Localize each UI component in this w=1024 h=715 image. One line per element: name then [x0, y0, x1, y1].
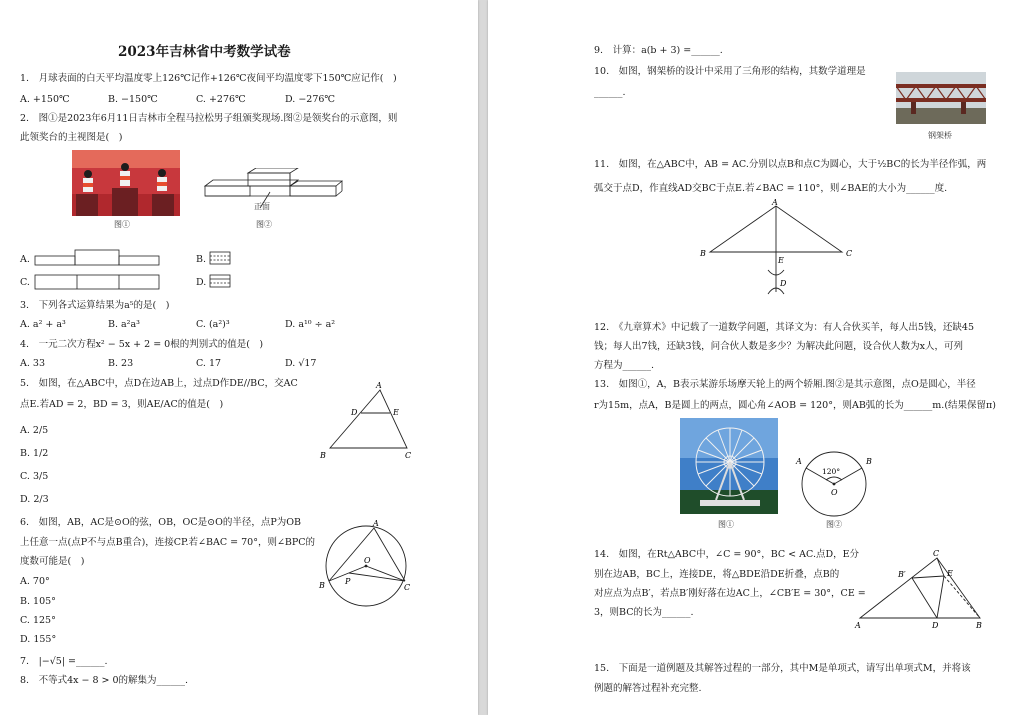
- q15-stem-line1: 15. 下面是一道例题及其解答过程的一部分，其中M是单项式，请写出单项式M，并将该: [594, 663, 971, 674]
- q2-option-b-figure: [208, 250, 234, 266]
- q2-option-c: C.: [20, 277, 30, 288]
- q2-option-b: B.: [196, 254, 207, 265]
- q12-stem-line1: 12. 《九章算术》中记载了一道数学问题，其译文为：有人合伙买羊，每人出5钱，还缺45: [594, 322, 974, 333]
- q2-option-d: D.: [196, 277, 207, 288]
- q1-option-b: B. −150℃: [108, 94, 158, 105]
- exam-page-1: [0, 0, 478, 715]
- q6-label-o: O: [364, 556, 371, 565]
- q6-label-b: B: [319, 581, 325, 590]
- q5-option-c: C. 3/5: [20, 471, 49, 482]
- q2-fig1-caption: 图①: [114, 220, 130, 229]
- q5-label-a: A: [376, 381, 382, 390]
- q5-option-b: B. 1/2: [20, 448, 49, 459]
- q14-label-c: C: [933, 549, 940, 558]
- q11-label-a: A: [772, 198, 778, 207]
- q13-stem-line1: 13. 如图①，A，B表示某游乐场摩天轮上的两个轿厢.图②是其示意图，点O是圆心，半径: [594, 379, 976, 390]
- q13-stem-line2: r为15m，点A，B是圆上的两点，圆心角∠AOB = 120°，则AB弧的长为______m.(结果保留π): [594, 400, 996, 411]
- exam-title: 2023年吉林省中考数学试卷: [118, 44, 291, 60]
- q6-circle-figure: [316, 518, 416, 610]
- q14-label-b-prime: B′: [898, 570, 906, 579]
- q1-option-c: C. +276℃: [196, 94, 246, 105]
- q3-option-a: A. a² + a³: [20, 319, 66, 330]
- q11-label-c: C: [846, 249, 853, 258]
- q1-stem: 1. 月球表面的白天平均温度零上126℃记作+126℃夜间平均温度零下150℃应记作( ): [20, 73, 397, 84]
- q2-option-c-figure: [33, 273, 163, 291]
- q5-option-d: D. 2/3: [20, 494, 49, 505]
- q13-circle-figure: [788, 440, 888, 520]
- q13-fig2-caption: 图②: [826, 520, 842, 529]
- q5-stem-line2: 点E.若AD = 2，BD = 3，则AE/AC的值是( ): [20, 399, 224, 410]
- exam-page-2: [488, 0, 1024, 715]
- q3-option-b: B. a²a³: [108, 319, 140, 330]
- podium-photo: [72, 150, 180, 216]
- q2-front-label: 正面: [254, 202, 270, 211]
- q3-option-d: D. a¹⁰ ÷ a²: [285, 319, 336, 330]
- q14-label-d: D: [932, 621, 939, 630]
- steel-bridge-photo: [896, 72, 986, 124]
- q14-fold-figure: [852, 548, 992, 630]
- q5-option-a: A. 2/5: [20, 425, 49, 436]
- q13-label-o: O: [831, 488, 838, 497]
- q3-option-c: C. (a²)³: [196, 319, 230, 330]
- q14-stem-line2: 别在边AB，BC上，连接DE，将△BDE沿DE折叠，点B的: [594, 569, 840, 580]
- q2-stem-line2: 此领奖台的主视图是( ): [20, 132, 123, 143]
- q2-fig2-caption: 图②: [256, 220, 272, 229]
- q6-stem-line2: 上任意一点(点P不与点B重合)，连接CP.若∠BAC = 70°，则∠BPC的: [20, 537, 316, 548]
- q3-stem: 3. 下列各式运算结果为a⁵的是( ): [20, 300, 170, 311]
- q4-option-b: B. 23: [108, 358, 134, 369]
- q15-stem-line2: 例题的解答过程补充完整.: [594, 683, 702, 694]
- q5-label-b: B: [320, 451, 326, 460]
- q6-label-a: A: [373, 519, 379, 528]
- q5-label-c: C: [405, 451, 412, 460]
- q6-label-p: P: [345, 577, 351, 586]
- q6-label-c: C: [404, 583, 411, 592]
- q6-option-b: B. 105°: [20, 596, 56, 607]
- q13-angle-label: 120°: [822, 467, 841, 476]
- q8-stem: 8. 不等式4x − 8 > 0的解集为______.: [20, 675, 189, 686]
- q6-stem-line1: 6. 如图，AB，AC是⊙O的弦，OB，OC是⊙O的半径，点P为OB: [20, 517, 302, 528]
- q14-label-a: A: [855, 621, 861, 630]
- q2-stem-line1: 2. 图①是2023年6月11日吉林市全程马拉松男子组颁奖现场.图②是领奖台的示意图，则: [20, 113, 398, 124]
- q14-stem-line1: 14. 如图，在Rt△ABC中，∠C = 90°，BC < AC.点D，E分: [594, 549, 860, 560]
- q14-stem-line3: 对应点为点B′，若点B′刚好落在边AC上，∠CB′E = 30°，CE =: [594, 588, 866, 599]
- q11-stem-line2: 弧交于点D，作直线AD交BC于点E.若∠BAC = 110°，则∠BAE的大小为______度.: [594, 183, 948, 194]
- q2-option-a: A.: [20, 254, 30, 265]
- q2-option-a-figure: [33, 249, 163, 267]
- q11-triangle-figure: [698, 196, 863, 306]
- q14-label-b: B: [976, 621, 982, 630]
- ferris-wheel-photo: [680, 418, 778, 514]
- q6-option-c: C. 125°: [20, 615, 56, 626]
- q5-triangle-figure: [315, 380, 420, 462]
- q5-label-d: D: [351, 408, 358, 417]
- q11-stem-line1: 11. 如图，在△ABC中，AB = AC.分别以点B和点C为圆心，大于½BC的长为半径作弧，两: [594, 159, 987, 170]
- q12-stem-line3: 方程为______.: [594, 360, 655, 371]
- q11-label-b: B: [700, 249, 706, 258]
- q6-option-d: D. 155°: [20, 634, 57, 645]
- q9-stem: 9. 计算：a(b + 3) =______.: [594, 45, 723, 56]
- q1-option-a: A. +150℃: [20, 94, 70, 105]
- q5-label-e: E: [393, 408, 399, 417]
- q4-stem: 4. 一元二次方程x² − 5x + 2 = 0根的判别式的值是( ): [20, 339, 264, 350]
- q7-stem: 7. |−√5| =______.: [20, 656, 108, 667]
- q10-stem-line1: 10. 如图，钢架桥的设计中采用了三角形的结构，其数学道理是: [594, 66, 866, 77]
- q11-label-e: E: [778, 256, 784, 265]
- q13-fig1-caption: 图①: [718, 520, 734, 529]
- q1-option-d: D. −276℃: [285, 94, 336, 105]
- q6-stem-line3: 度数可能是( ): [20, 556, 85, 567]
- q12-stem-line2: 钱；每人出7钱，还缺3钱，问合伙人数是多少？为解决此问题，设合伙人数为x人，可列: [594, 341, 963, 352]
- q4-option-d: D. √17: [285, 358, 317, 369]
- q14-label-e: E: [947, 569, 953, 578]
- q13-label-a: A: [796, 457, 802, 466]
- q4-option-c: C. 17: [196, 358, 222, 369]
- q13-label-b: B: [866, 457, 872, 466]
- q11-label-d: D: [780, 279, 787, 288]
- podium-3d-figure: [200, 168, 345, 216]
- q4-option-a: A. 33: [20, 358, 45, 369]
- q14-stem-line4: 3，则BC的长为______.: [594, 607, 694, 618]
- q2-option-d-figure: [208, 273, 234, 289]
- q10-caption: 钢架桥: [928, 131, 952, 140]
- q5-stem-line1: 5. 如图，在△ABC中，点D在边AB上，过点D作DE//BC，交AC: [20, 378, 298, 389]
- q10-stem-line2: ______.: [594, 87, 626, 98]
- q6-option-a: A. 70°: [20, 576, 50, 587]
